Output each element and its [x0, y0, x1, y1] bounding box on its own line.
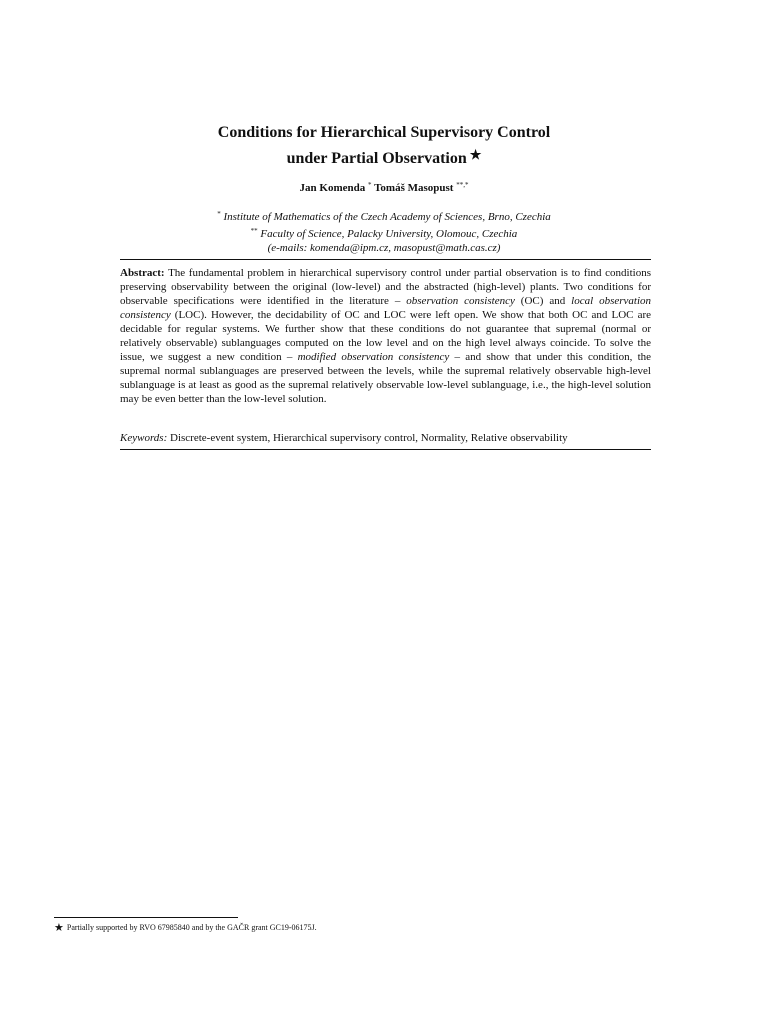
paper-title: [0, 122, 768, 170]
footnote-star-icon: ★: [54, 922, 64, 934]
abstract-term: observation consistency: [406, 295, 515, 307]
abstract-label: Abstract:: [120, 267, 165, 279]
abstract-text: (OC) and: [520, 295, 566, 307]
affiliation-text: Institute of Mathematics of the Czech Academy of Sciences, Brno, Czechia: [223, 211, 551, 223]
footnote: [54, 922, 317, 934]
author-affiliation-mark: *: [368, 181, 372, 189]
keywords-bottom-rule: [120, 449, 651, 450]
footnote-rule: [54, 917, 238, 918]
abstract-text: The fundamental problem in hierarchical supervisory control under partial observation is to find conditions preserving observability between the original (low-level) and the abstracted (high-level) plants. Two conditions for observable specifications were identified in the literature –: [120, 267, 651, 307]
title-line-2-text: under Partial Observation: [286, 150, 467, 167]
author-list: [0, 178, 768, 195]
abstract-top-rule: [120, 259, 651, 260]
affiliations: [0, 207, 768, 255]
abstract: [120, 266, 651, 406]
title-line-2: [0, 144, 768, 170]
abstract-term: local observation consistency: [120, 295, 652, 321]
affiliation-mark: *: [217, 210, 221, 218]
affiliation-text: Faculty of Science, Palacky University, Olomouc, Czechia: [260, 228, 518, 240]
title-footnote-star-icon: ★: [469, 147, 482, 162]
keywords-text: Discrete-event system, Hierarchical supervisory control, Normality, Relative observability: [170, 432, 568, 444]
author-name: Jan Komenda: [299, 182, 366, 194]
title-line-1: Conditions for Hierarchical Supervisory Control: [217, 124, 551, 141]
keywords-label: Keywords:: [120, 432, 168, 444]
footnote-text: Partially supported by RVO 67985840 and by the GAČR grant GC19-06175J.: [66, 923, 317, 932]
affiliation-line: [0, 207, 768, 224]
abstract-text: (LOC). However, the decidability of OC and LOC were left open. We show that both OC and LOC are decidable for regular systems. We further show that these conditions do not guarantee that supremal (normal or relatively observable) sublanguages computed on the low level and on the high level always coincide. To solve the issue, we suggest a new condition –: [120, 309, 652, 363]
abstract-text: – and show that under this condition, the supremal normal sublanguages are preserved between the levels, while the supremal relatively observable high-level sublanguage is at least as good as the supremal relatively observable low-level sublanguage, i.e., the high-level solution may be even better than the low-level solution.: [120, 351, 652, 405]
author-name: Tomáš Masopust: [374, 182, 454, 194]
abstract-term: modified observation consistency: [297, 351, 450, 363]
contact-emails: (e-mails: komenda@ipm.cz, masopust@math.cas.cz): [267, 242, 501, 254]
keywords: [120, 431, 651, 445]
author-affiliation-mark: **,*: [456, 181, 469, 189]
affiliation-line: [0, 224, 768, 241]
affiliation-mark: **: [250, 227, 258, 235]
